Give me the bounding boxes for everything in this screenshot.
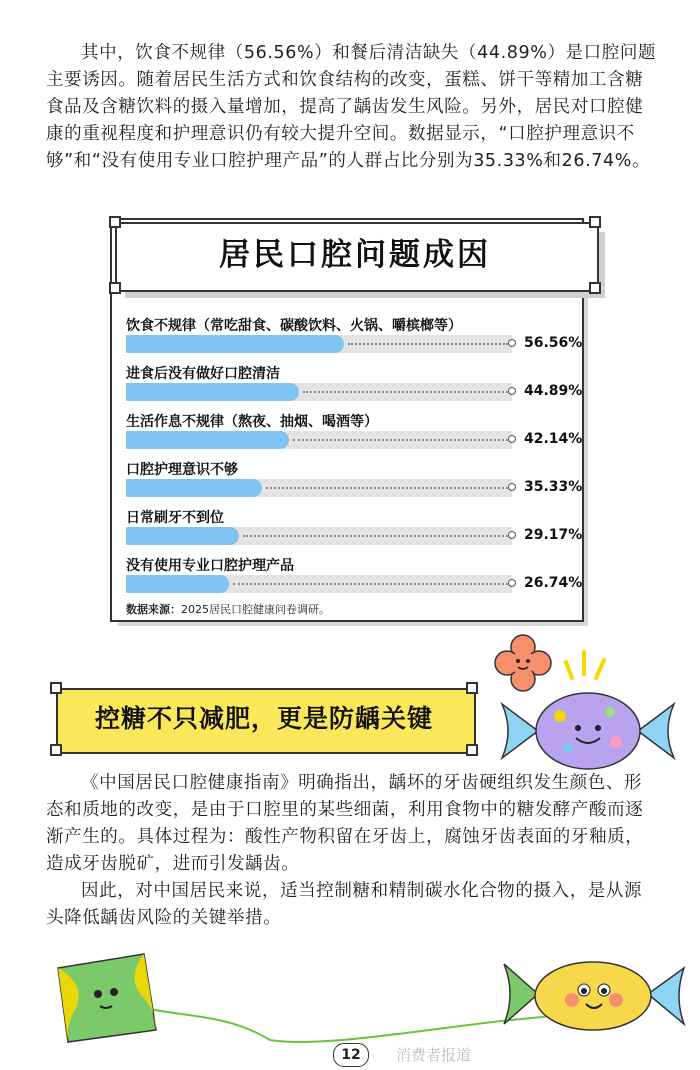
bar-label: 饮食不规律（常吃甜食、碳酸饮料、火锅、嚼槟榔等） bbox=[126, 318, 462, 334]
bar-leader-line bbox=[348, 343, 508, 345]
bar-track bbox=[126, 575, 512, 593]
bar-end-marker bbox=[508, 483, 516, 491]
bar bbox=[126, 575, 229, 593]
bar-leader-line bbox=[303, 391, 508, 393]
bar-value-label: 35.33% bbox=[524, 479, 583, 495]
green-cube-icon bbox=[46, 948, 166, 1048]
bar-value-label: 26.74% bbox=[524, 575, 583, 591]
source-text: 2025居民口腔健康问卷调研。 bbox=[181, 603, 330, 616]
chart-source bbox=[126, 601, 330, 617]
source-label: 数据来源： bbox=[126, 603, 181, 616]
bar-track bbox=[126, 335, 512, 353]
chart-title: 居民口腔问题成因 bbox=[219, 237, 491, 273]
bar-value-label: 44.89% bbox=[524, 383, 583, 399]
bar-leader-line bbox=[243, 535, 508, 537]
bar-leader-line bbox=[293, 439, 508, 441]
bar bbox=[126, 479, 262, 497]
bar-value-label: 42.14% bbox=[524, 431, 583, 447]
bar-track bbox=[126, 479, 512, 497]
candy-icon bbox=[498, 686, 678, 776]
bar-track bbox=[126, 431, 512, 449]
bar-label: 进食后没有做好口腔清洁 bbox=[126, 366, 280, 382]
bar-track bbox=[126, 383, 512, 401]
yellow-candy-icon bbox=[498, 954, 688, 1034]
bar bbox=[126, 431, 289, 449]
page-number: 12 bbox=[333, 1043, 369, 1067]
intro-paragraph: 其中，饮食不规律（56.56%）和餐后清洁缺失（44.89%）是口腔问题主要诱因。随着居民生活方式和饮食结构的改变，蛋糕、饼干等精加工含糖食品及含糖饮料的摄入量增加，提高了龋齿发生风险。另外，居民对口腔健康的重视程度和护理意识仍有较大提升空间。数据显示，“口腔护理意识不够”和“没有使用专业口腔护理产品”的人群占比分别为35.33%和26.74%。 bbox=[46, 43, 657, 171]
flower-icon bbox=[494, 634, 552, 692]
bar-track bbox=[126, 527, 512, 545]
bar bbox=[126, 527, 239, 545]
guideline-paragraph: 《中国居民口腔健康指南》明确指出，龋坏的牙齿硬组织发生颜色、形态和质地的改变，是由于口腔里的某些细菌，利用食物中的糖发酵产酸而逐渐产生的。具体过程为：酸性产物积留在牙齿上，腐蚀牙齿表面的牙釉质，造成牙齿脱矿，进而引发龋齿。 bbox=[46, 773, 644, 874]
bar-label: 没有使用专业口腔护理产品 bbox=[126, 558, 294, 574]
sparkle-icon bbox=[560, 648, 610, 688]
bar-end-marker bbox=[508, 339, 516, 347]
subheading: 控糖不只减肥，更是防龋关键 bbox=[94, 704, 433, 733]
watermark: 消费者报道 bbox=[396, 1046, 472, 1064]
bar-leader-line bbox=[233, 583, 508, 585]
bar-end-marker bbox=[508, 435, 516, 443]
conclusion-paragraph: 因此，对中国居民来说，适当控制糖和精制碳水化合物的摄入，是从源头降低龋齿风险的关键举措。 bbox=[46, 881, 643, 928]
bar bbox=[126, 335, 344, 353]
bar-end-marker bbox=[508, 387, 516, 395]
bar-leader-line bbox=[266, 487, 508, 489]
bar-label: 口腔护理意识不够 bbox=[126, 462, 238, 478]
bar-value-label: 56.56% bbox=[524, 335, 583, 351]
bar-label: 日常刷牙不到位 bbox=[126, 510, 224, 526]
bar bbox=[126, 383, 299, 401]
bar-end-marker bbox=[508, 531, 516, 539]
bar-label: 生活作息不规律（熬夜、抽烟、喝酒等） bbox=[126, 414, 378, 430]
bar-end-marker bbox=[508, 579, 516, 587]
bar-value-label: 29.17% bbox=[524, 527, 583, 543]
